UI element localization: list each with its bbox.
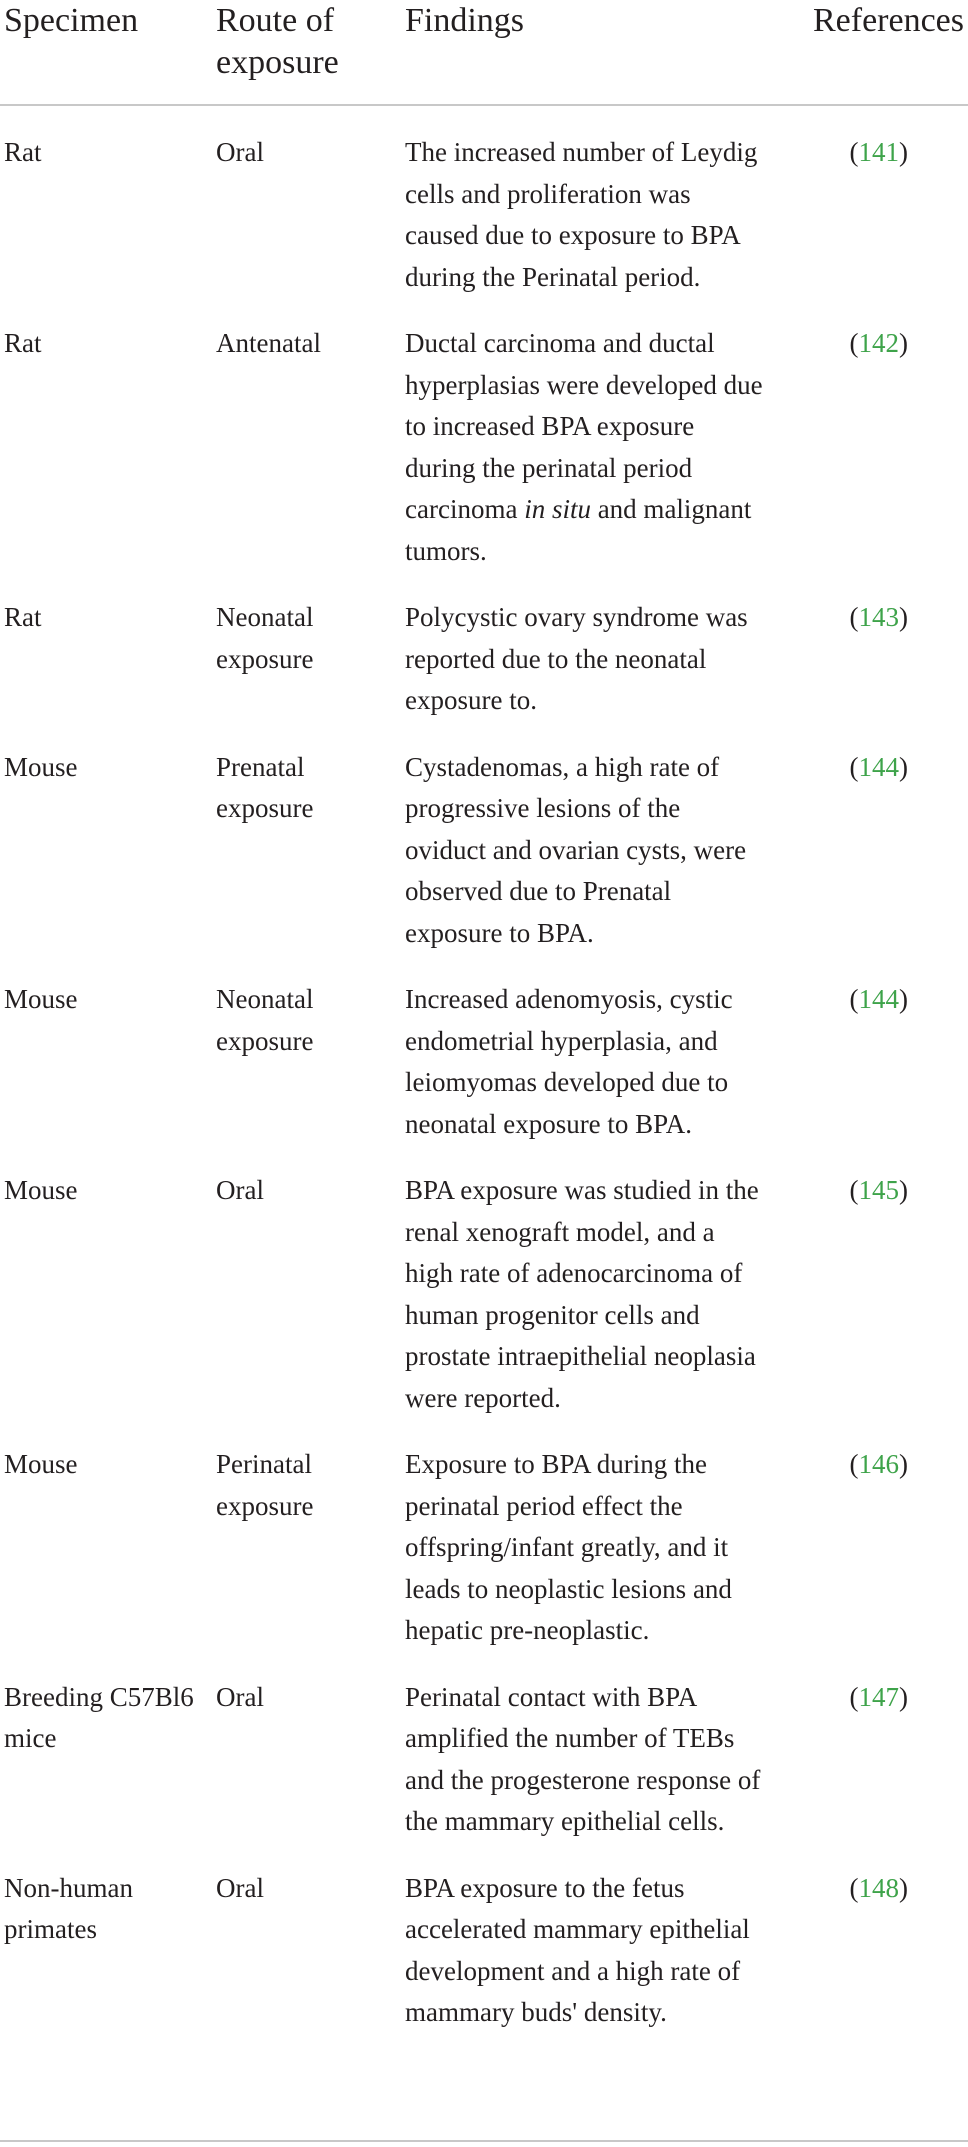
table-body	[0, 106, 968, 2059]
reference-cell: (144)	[849, 751, 908, 782]
header-route	[216, 0, 396, 84]
reference-cell: (143)	[849, 602, 908, 632]
route-cell: Prenatal exposure	[216, 751, 314, 823]
findings-cell: BPA exposure to the fetus accelerated mammary epithelial development and a high rate of mammary buds' density.	[405, 1872, 750, 2027]
findings-text: and malignant tumors.	[405, 494, 752, 566]
header-specimen: Specimen	[4, 2, 139, 39]
route-cell: Oral	[216, 1681, 264, 1712]
route-cell: Perinatal exposure	[216, 1449, 314, 1521]
reference-link[interactable]: 141	[858, 137, 899, 167]
specimen-cell: Mouse	[4, 1449, 78, 1479]
findings-text: Ductal carcinoma and ductal hyperplasias were developed due to increased BPA exposure during the perinatal period carcinoma	[405, 328, 763, 524]
findings-cell: Increased adenomyosis, cystic endometrial hyperplasia, and leiomyomas developed due to neonatal exposure to BPA.	[405, 984, 733, 1139]
table-row	[0, 1170, 968, 1444]
reference-link[interactable]: 147	[858, 1681, 899, 1712]
route-cell: Neonatal exposure	[216, 602, 314, 674]
reference-cell: (145)	[849, 1175, 908, 1205]
reference-cell: (141)	[849, 137, 908, 167]
reference-cell: (148)	[849, 1872, 908, 1903]
reference-cell: (144)	[849, 984, 908, 1014]
findings-cell	[405, 323, 765, 572]
specimen-cell: Breeding C57Bl6 mice	[4, 1681, 194, 1753]
reference-link[interactable]: 142	[858, 328, 899, 358]
header-references: References	[812, 2, 964, 39]
table-header	[0, 0, 968, 106]
table-row	[0, 979, 968, 1170]
header-route-text: Route of exposure	[216, 2, 339, 81]
table-row	[0, 1677, 968, 1868]
findings-cell: Cystadenomas, a high rate of progressive lesions of the oviduct and ovarian cysts, were observed due to Prenatal exposure to BPA.	[405, 751, 747, 948]
reference-cell: (147)	[849, 1681, 908, 1712]
route-cell: Oral	[216, 1175, 264, 1205]
table-row	[0, 597, 968, 747]
specimen-cell: Rat	[4, 602, 42, 632]
specimen-cell: Mouse	[4, 1175, 78, 1205]
specimen-cell: Rat	[4, 328, 42, 358]
reference-cell: (142)	[849, 328, 908, 358]
findings-cell: Exposure to BPA during the perinatal period effect the offspring/infant greatly, and it leads to neoplastic lesions and hepatic pre-neoplastic.	[405, 1449, 732, 1645]
route-cell: Neonatal exposure	[216, 984, 314, 1056]
findings-cell: Polycystic ovary syndrome was reported due to the neonatal exposure to.	[405, 602, 748, 715]
specimen-cell: Mouse	[4, 751, 78, 782]
route-cell: Oral	[216, 137, 264, 167]
findings-cell: BPA exposure was studied in the renal xenograft model, and a high rate of adenocarcinoma of human progenitor cells and prostate intraepithelial neoplasia were reported.	[405, 1175, 759, 1413]
table-row	[0, 132, 968, 323]
findings-cell: Perinatal contact with BPA amplified the number of TEBs and the progesterone response of the mammary epithelial cells.	[405, 1681, 761, 1836]
findings-italic-text: in situ	[524, 494, 591, 524]
header-findings: Findings	[405, 2, 525, 39]
reference-cell: (146)	[849, 1449, 908, 1479]
reference-link[interactable]: 143	[858, 602, 899, 632]
reference-link[interactable]: 148	[858, 1872, 899, 1903]
route-cell: Antenatal	[216, 328, 321, 358]
reference-link[interactable]: 145	[858, 1175, 899, 1205]
specimen-cell: Non-human primates	[4, 1872, 133, 1944]
reference-link[interactable]: 144	[858, 751, 899, 782]
specimen-cell: Rat	[4, 137, 42, 167]
findings-cell: The increased number of Leydig cells and proliferation was caused due to exposure to BPA during the Perinatal period.	[405, 137, 758, 292]
table-row	[0, 1868, 968, 2059]
specimen-cell: Mouse	[4, 984, 78, 1014]
table-row	[0, 1444, 968, 1677]
table-row	[0, 323, 968, 597]
route-cell: Oral	[216, 1872, 264, 1903]
reference-link[interactable]: 146	[858, 1449, 899, 1479]
table-bottom-rule	[0, 2140, 968, 2142]
reference-link[interactable]: 144	[858, 984, 899, 1014]
table-row	[0, 747, 968, 980]
